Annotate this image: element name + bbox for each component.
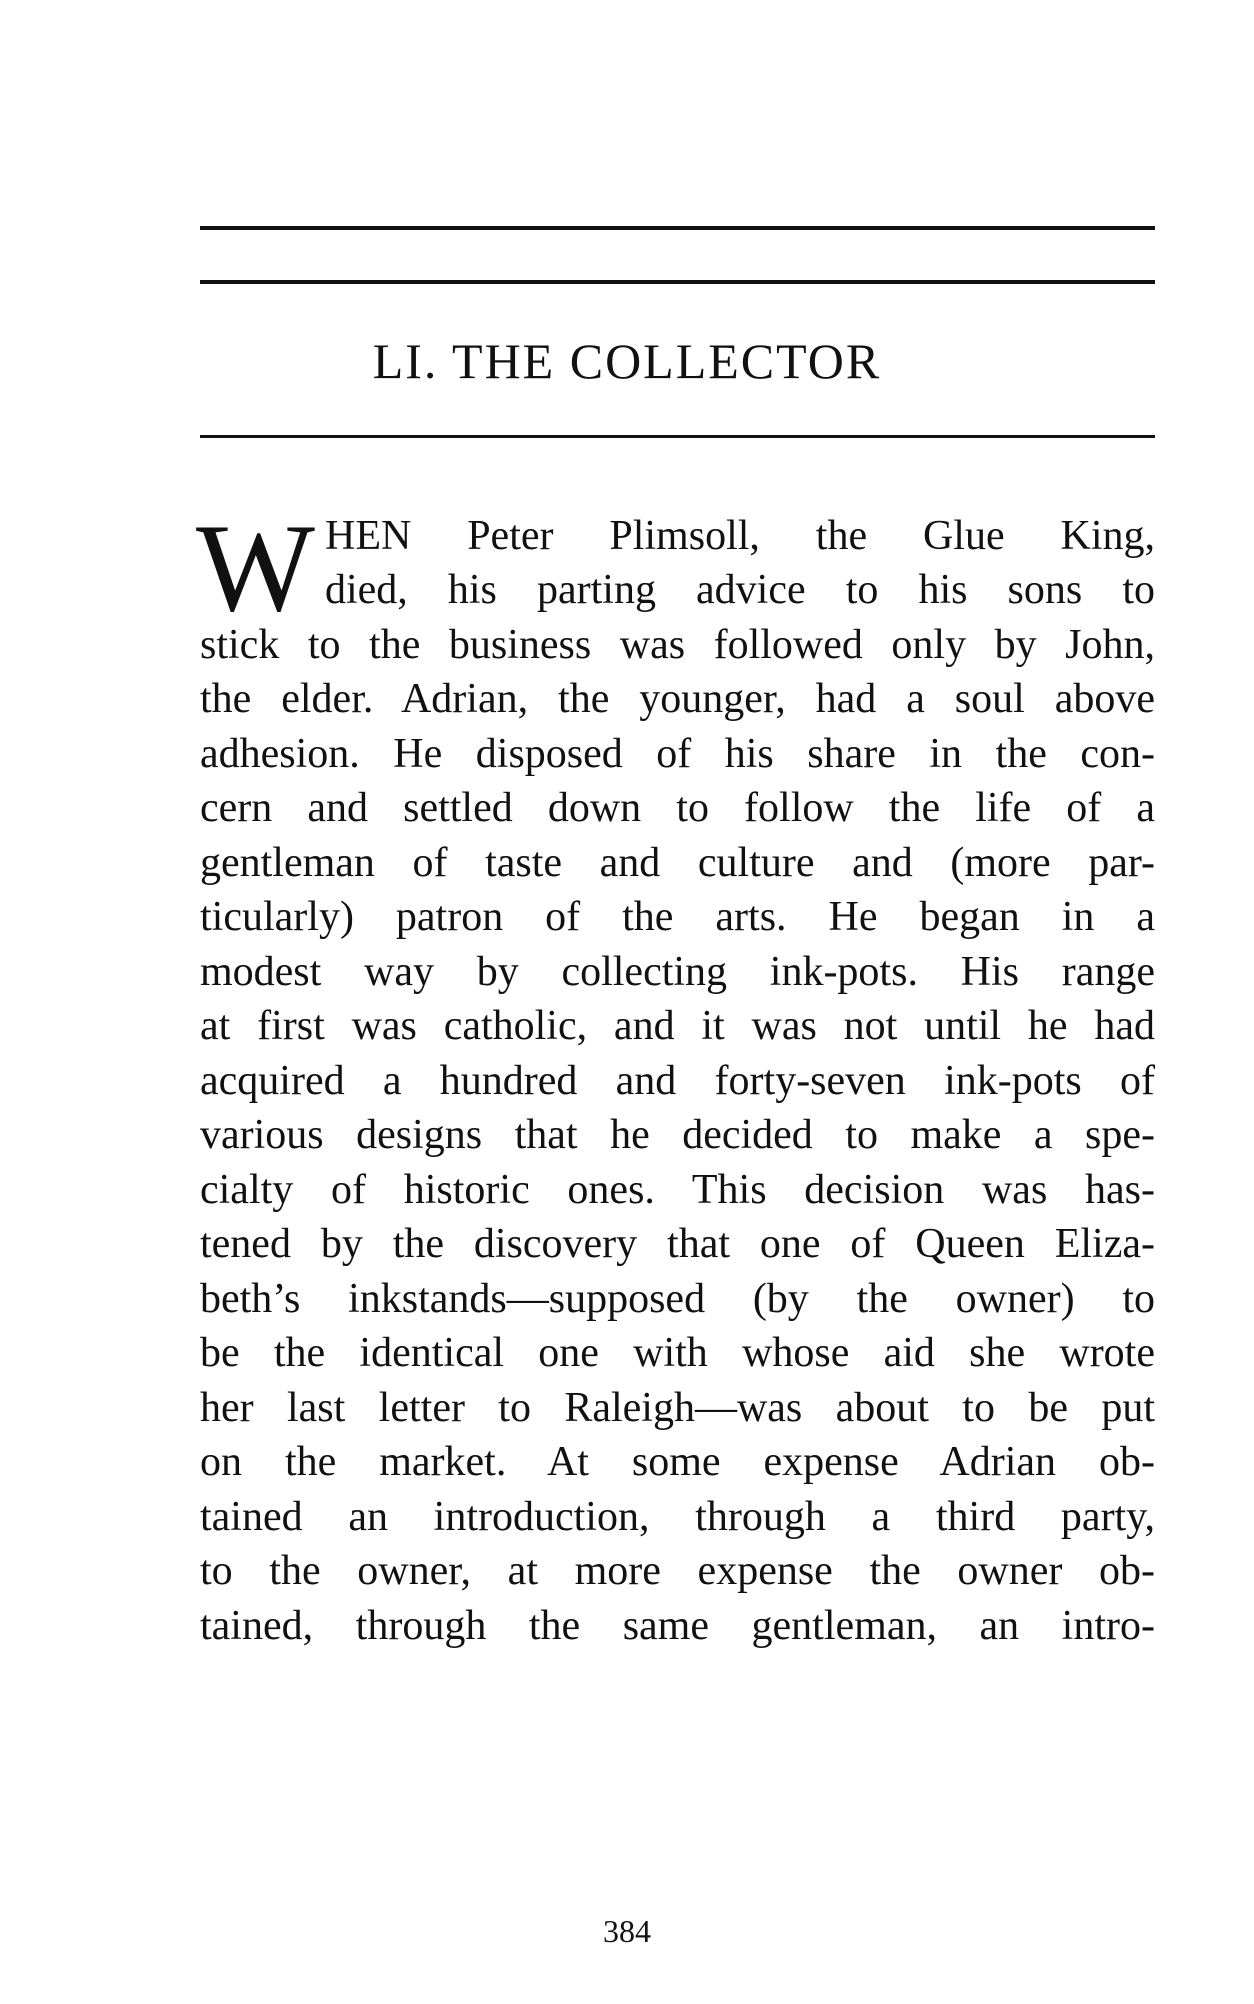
page-number: 384 [603, 1913, 651, 1949]
body-line: died, his parting advice to his sons to [325, 567, 1155, 613]
body-line: cern and settled down to follow the life of a [200, 785, 1155, 831]
body-line: gentleman of taste and culture and (more par- [200, 840, 1155, 886]
title-underline-rule [200, 435, 1155, 438]
body-line: tened by the discovery that one of Queen Eliza- [200, 1221, 1155, 1267]
body-line: her last letter to Raleigh—was about to be put [200, 1385, 1155, 1431]
body-line: acquired a hundred and forty-seven ink-pots of [200, 1058, 1155, 1104]
body-line: modest way by collecting ink-pots. His range [200, 949, 1155, 995]
body-line: cialty of historic ones. This decision was has- [200, 1167, 1155, 1213]
body-line: on the market. At some expense Adrian ob- [200, 1439, 1155, 1485]
body-line: the elder. Adrian, the younger, had a soul above [200, 676, 1155, 722]
top-rule [200, 226, 1155, 230]
body-line: HEN Peter Plimsoll, the Glue King, [325, 513, 1155, 559]
body-line: beth’s inkstands—supposed (by the owner) to [200, 1276, 1155, 1322]
body-line: ticularly) patron of the arts. He began in a [200, 894, 1155, 940]
chapter-title: LI. THE COLLECTOR [372, 333, 882, 389]
body-line: at first was catholic, and it was not until he had [200, 1003, 1155, 1049]
body-line: stick to the business was followed only by John, [200, 622, 1155, 668]
body-line: adhesion. He disposed of his share in the con- [200, 731, 1155, 777]
body-line: to the owner, at more expense the owner ob- [200, 1548, 1155, 1594]
drop-cap: W [196, 499, 315, 638]
body-line: various designs that he decided to make a spe- [200, 1112, 1155, 1158]
second-rule [200, 280, 1155, 284]
body-line: tained, through the same gentleman, an intro- [200, 1603, 1155, 1649]
body-line: tained an introduction, through a third party, [200, 1494, 1155, 1540]
body-line: be the identical one with whose aid she wrote [200, 1330, 1155, 1376]
